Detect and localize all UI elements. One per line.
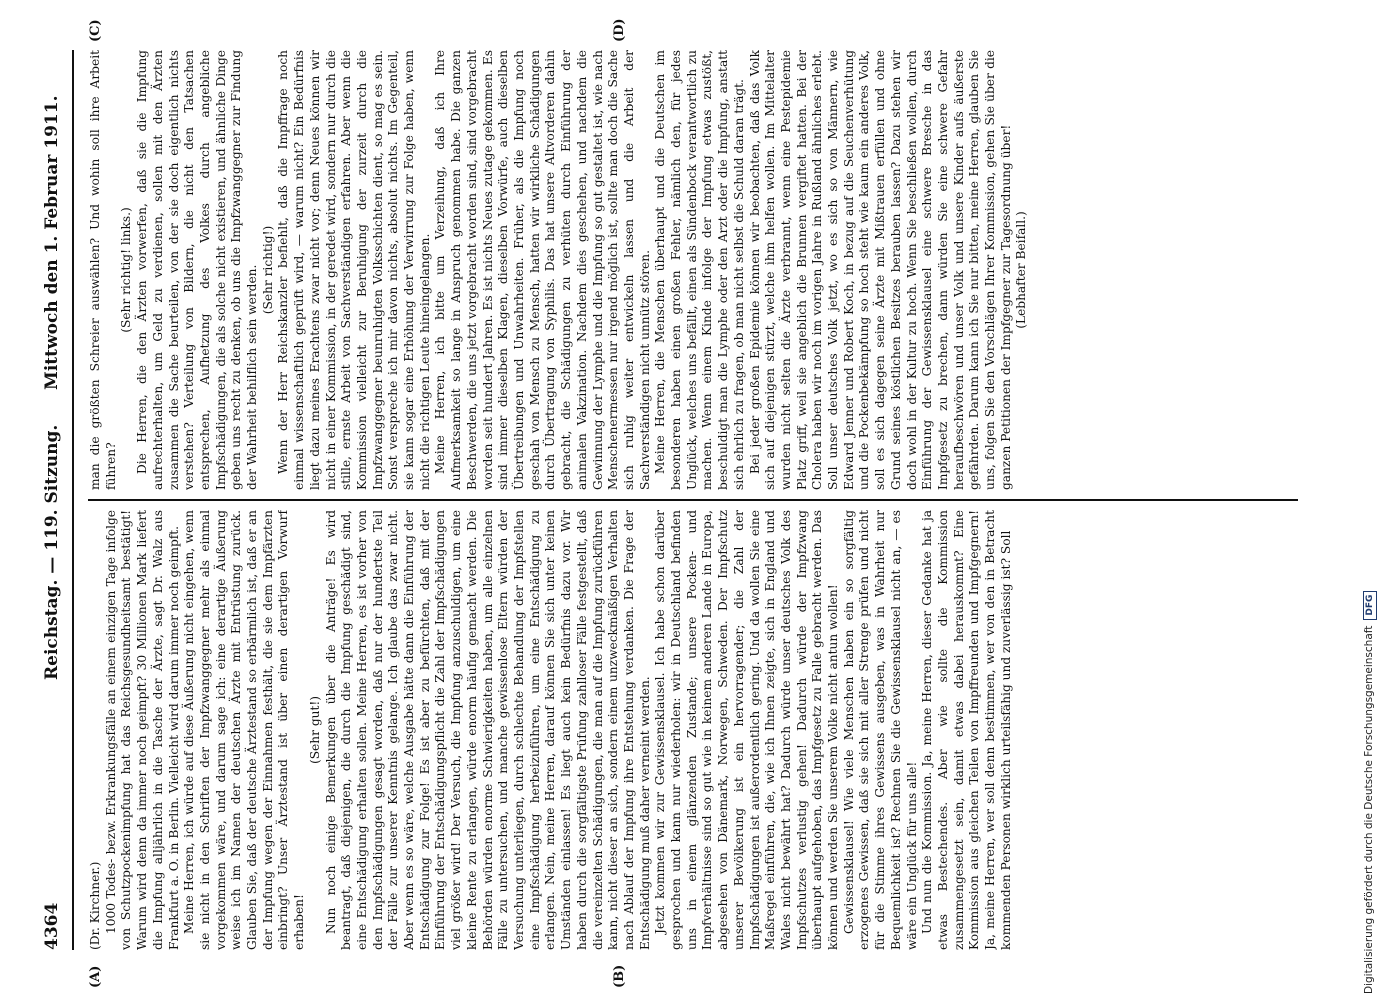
paragraph: Meine Herren, ich bitte um Verzeihung, daß ich Ihre Aufmerksamkeit so lange in Anspruch genommen habe. Die ganzen Beschwerden, die uns jetzt vorgebracht worden sind, sind vorgebracht worden seit hundert Jahren. Es ist nichts Neues zutage gekommen. Es sind immer dieselben Klagen, dieselben Vorwürfe, auch dieselben Übertreibungen und Unwahrheiten. Früher, als die Impfung noch geschah von Mensch zu Mensch, hatten wir wirkliche Schädigungen durch Übertragung von Syphilis. Das hat unsere Altvorderen dahin gebracht, die Schädigungen zu verhüten durch Einführung der animalen Vakzination. Nachdem dies geschehen, und nachdem die Gewinnung der Lymphe und die Impfung so gut gestaltet ist, wie nach Menschenermessen nur irgend möglich ist, sollte man doch die Sache sich ruhig weiter entwickeln lassen und die Arbeit der Sachverständigen nicht unnütz stören. xyxy=(433,50,652,490)
header-left-title: Reichstag. — 119. Sitzung. xyxy=(42,424,62,680)
paragraph: Meine Herren, die Menschen überhaupt und die Deutschen im besonderen haben einen großen Fehler, nämlich den, für jedes Unglück, welches uns befällt, einen als Sündenbock verantwortlich zu machen. Wenn einem Kinde infolge der Impfung etwas zustößt, beschuldigt man die Lymphe oder den Arzt oder die Impfung, anstatt sich ehrlich zu fragen, ob man nicht selbst die Schuld daran trägt. xyxy=(653,50,746,490)
paragraph: man die größten Schreier auswählen? Und wohin soll ihre Arbeit führen? xyxy=(88,50,118,490)
header-rule xyxy=(72,50,74,950)
header-right-title: Mittwoch den 1. Februar 1911. xyxy=(42,95,62,390)
paragraph: Bei jeder großen Epidemie können wir beobachten, daß das Volk sich auf diejenigen stürzt, welche ihm helfen wollen. Im Mittelalter wurden nicht selten die Ärzte verbrannt, wenn eine Pestepidemie Platz griff, weil sie angeblich die Brunnen vergiftet hatten. Bei der Cholera haben wir noch im vorigen Jahre in Rußland ähnliches erlebt. Soll unser deutsches Volk jetzt, wo es sich so von Männern, wie Edward Jenner und Robert Koch, in bezug auf die Seuchenverhütung und die Pockenbekämpfung so hoch steht wie kaum ein anderes Volk, soll es sich dagegen seine Ärzte mit Mißtrauen erfüllen und ohne Grund seines köstlichen Besitzes berauben lassen? Dazu stehen wir doch wohl in der Kultur zu hoch. Wenn Sie beschließen wollen, durch Einführung der Gewissensklausel eine schwere Bresche in das Impfgesetz zu brechen, dann würden Sie eine schwere Gefahr heraufbeschwören und unser Volk und unsere Kinder aufs äußerste gefährden. Darum kann ich Sie nur bitten, meine Herren, glauben Sie uns, folgen Sie den Vorschlägen Ihrer Kommission, gehen Sie über die ganzen Petitionen der Impfgegner zur Tagesordnung über! xyxy=(747,50,1013,490)
dfg-logo: DFG xyxy=(1363,591,1377,620)
margin-marker-c: (C) xyxy=(88,19,103,42)
paragraph: Die Herren, die den Ärzten vorwerfen, daß sie die Impfung aufrechterhalten, um Geld zu verdienen, sollen mit den Ärzten zusammen die Sache beurteilen, von der sie doch eigentlich nichts verstehen? Verteilung von Bildern, die nicht den Tatsachen entsprechen, Aufhetzung des Volkes durch angebliche Impfschädigungen, die als solche nicht existieren, und ähnliche Dinge geben uns recht zu denken, ob uns die Impfzwanggegner zur Findung der Wahrheit behilflich sein werden. xyxy=(135,50,260,490)
paragraph: 1000 Todes- bezw. Erkrankungsfälle an einem einzigen Tage infolge von Schutzpockenimpfung hat das Reichsgesundheitsamt bestätigt! Warum wird denn da immer noch geimpft? 30 Millionen Mark liefert die Impfung alljährlich in die Tasche der Ärzte, sagt Dr. Walz aus Frankfurt a. O. in Berlin. Vielleicht wird darum immer noch geimpft. xyxy=(103,510,181,950)
paragraph: Meine Herren, ich würde auf diese Äußerung nicht eingehen, wenn sie nicht in den Schriften der Impfzwanggegner mehr als einmal vorgekommen wäre, und darum sage ich: eine derartige Äußerung weise ich im Namen der deutschen Ärzte mit Entrüstung zurück. Glauben Sie, daß der deutsche Ärztestand so erbärmlich ist, daß er an der Impfung wegen der Einnahmen festhält, die sie dem Impfärzten einbringt? Unser Ärztestand ist über einen derartigen Vorwurf erhaben! xyxy=(182,510,307,950)
page-number: 4364 xyxy=(42,902,62,950)
left-column xyxy=(88,510,1288,950)
side-credit-text xyxy=(1360,6,1378,994)
side-credit xyxy=(1360,6,1378,994)
column-divider xyxy=(88,499,1298,501)
interjection: (Sehr richtig! links.) xyxy=(119,207,134,333)
margin-marker-a: (A) xyxy=(88,965,103,988)
margin-marker-b: (B) xyxy=(612,964,627,988)
right-column xyxy=(88,50,1288,490)
interjection: (Sehr richtig!) xyxy=(260,225,275,315)
paragraph: Nun noch einige Bemerkungen über die Anträge! Es wird beantragt, daß diejenigen, die durch die Impfung geschädigt sind, eine Entschädigung erhalten sollen. Meine Herren, es ist vorher von den Impfschädigungen gesagt worden, daß nur der hundertste Teil der Fälle zur unserer Kenntnis gelange. Ich glaube das zwar nicht. Aber wenn es so wäre, welche Ausgabe hätte dann die Einführung der Entschädigung zur Folge! Es ist aber zu befürchten, daß mit der Einführung der Entschädigungspflicht die Zahl der Impfschädigungen viel größer wird! Der Versuch, die Impfung anzuschuldigen, um eine kleine Rente zu erlangen, würde enorm häufig gemacht werden. Die Behörden würden enorme Schwierigkeiten haben, um alle einzelnen Fälle zu untersuchen, und manche gewissenlose Eltern würden der Versuchung unterliegen, durch schlechte Behandlung der Impfstellen eine Impfschädigung herbeizuführen, um eine Entschädigung zu erlangen. Nein, meine Herren, darauf können Sie sich unter keinen Umständen einlassen! Es liegt auch kein Bedürfnis dazu vor. Wir haben durch die sorgfältigste Prüfung zahlloser Fälle festgestellt, daß die vereinzelten Schädigungen, die man auf die Impfung zurückführen kann, nicht dieser an sich, sondern einem unzweckmäßigen Verhalten nach Ablauf der Impfung ihre Entstehung verdanken. Die Frage der Entschädigung muß daher verneint werden. xyxy=(323,510,652,950)
speaker-name: (Dr. Kirchner.) xyxy=(88,861,102,950)
margin-marker-d: (D) xyxy=(612,18,627,42)
funding-note: Digitalisierung gefördert durch die Deutsche Forschungsgemeinschaft xyxy=(1363,625,1375,994)
page-header xyxy=(36,50,70,950)
paragraph: Jetzt kommen wir zur Gewissensklausel. Ich habe schon darüber gesprochen und kann nur wiederholen: wir in Deutschland befinden uns in einem glänzenden Zustande; unsere Pocken- und Impfverhältnisse sind so gut wie in keinem anderen Lande in Europa, abgesehen von Dänemark, Norwegen, Schweden. Der Impfschutz unserer Bevölkerung ist ein hervorragender; die Zahl der Impfschädigungen ist außerordentlich gering. Und da wollen Sie eine Maßregel einführen, die, wie ich Ihnen zeigte, sich in England und Wales nicht bewährt hat? Dadurch würde unser deutsches Volk des Impfschutzes verlustig gehen! Dadurch würde der Impfzwang überhaupt aufgehoben, das Impfgesetz zu Falle gebracht werden. Das können und werden Sie unserem Volke nicht antun wollen! xyxy=(653,510,841,950)
interjection: (Sehr gut!) xyxy=(307,695,322,765)
paragraph: Wenn der Herr Reichskanzler befiehlt, daß die Impffrage noch einmal wissenschaftlich geprüft wird, — warum nicht? Ein Bedürfnis liegt dazu meines Erachtens zwar nicht vor; denn Neues können wir nicht in einer Kommission, in der geredet wird, sondern nur durch die stille, ernste Arbeit von Sachverständigen erfahren. Aber wenn die Kommission vielleicht zur Beruhigung der zurzeit durch die Impfzwanggegner beunruhigten Volksschichten dient, so mag es sein. Sonst verspreche ich mir davon nichts, absolut nichts. Im Gegenteil, sie kann sogar eine Erhöhung der Verwirrung zur Folge haben, wenn nicht die richtigen Leute hineingelangen. xyxy=(276,50,432,490)
interjection: (Lebhafter Beifall.) xyxy=(1014,211,1029,329)
paragraph: Gewissensklausel! Wie viele Menschen haben ein so sorgfältig erzogenes Gewissen, daß sie sich mit aller Strenge prüfen und nicht für die Stimme ihres Gewissens ausgeben, was in Wahrheit nur Bequemlichkeit ist? Rechnen Sie die Gewissensklausel nicht an, — es wäre ein Unglück für uns alle! xyxy=(841,510,919,950)
paragraph: Und nun die Kommission. Ja, meine Herren, dieser Gedanke hat ja etwas Bestechendes. Aber wie sollte die Kommission zusammengesetzt sein, damit etwas dabei herauskommt? Eine Kommission aus gleichen Teilen von Impffreunden und Impfgegnern! Ja, meine Herren, wer soll denn bestimmen, wer von den in Betracht kommenden Personen wirklich urteilsfähig und zuverlässig ist? Soll xyxy=(920,510,1013,950)
